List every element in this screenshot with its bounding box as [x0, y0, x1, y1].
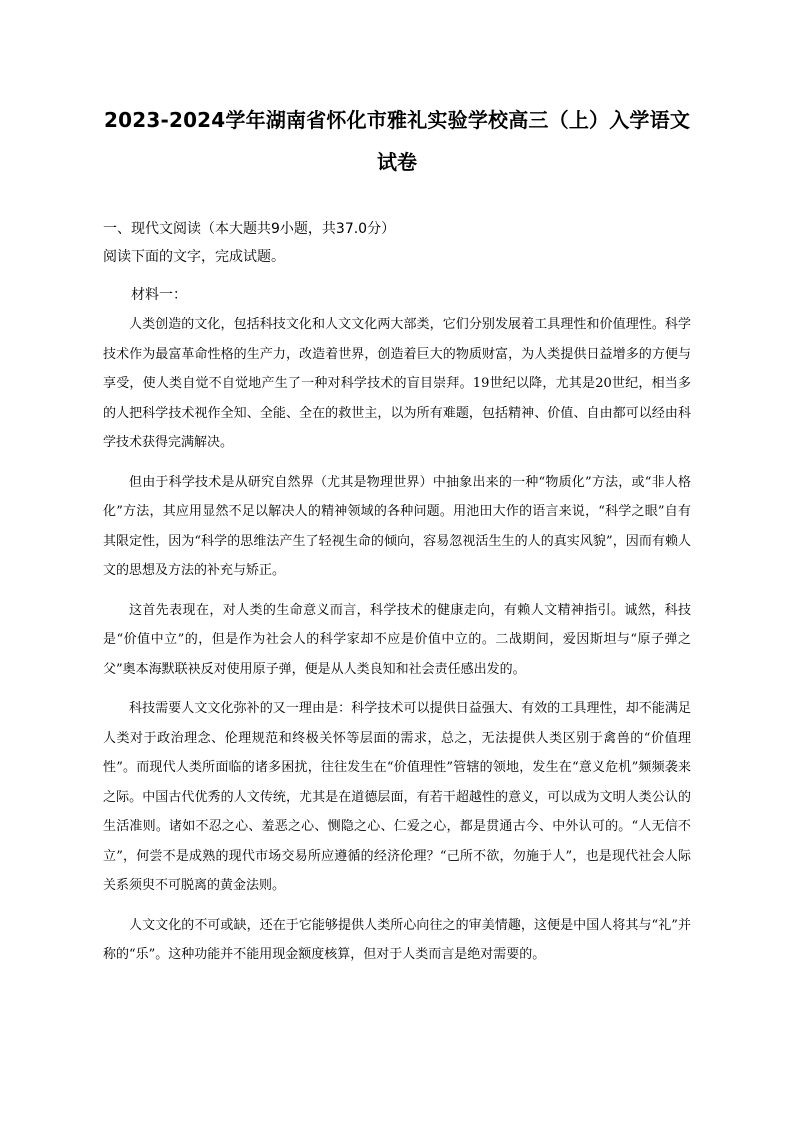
paragraph: 科技需要人文文化弥补的又一理由是：科学技术可以提供日益强大、有效的工具理性，却不能满足人类对于政治理念、伦理规范和终极关怀等层面的需求，总之，无法提供人类区别于禽兽的“价值理性”。而现代人类所面临的诸多困扰，往往发生在“价值理性”管辖的领地，发生在“意义危机”频频袭来之际。中国古代优秀的人文传统，尤其是在道德层面，有若干超越性的意义，可以成为文明人类公认的生活准则。诸如不忍之心、羞恶之心、恻隐之心、仁爱之心，都是贯通古今、中外认可的。“人无信不立”，何尝不是成熟的现代市场交易所应遵循的经济伦理？“己所不欲，勿施于人”，也是现代社会人际关系须臾不可脱离的黄金法则。 — [103, 701, 691, 893]
paragraph: 这首先表现在，对人类的生命意义而言，科学技术的健康走向，有赖人文精神指引。诚然，科技是“价值中立”的，但是作为社会人的科学家却不应是价值中立的。二战期间，爱因斯坦与“原子弹之父”奥本海默联袂反对使用原子弹，便是从人类良知和社会责任感出发的。 — [103, 602, 691, 677]
paragraph: 人类创造的文化，包括科技文化和人文文化两大部类，它们分别发展着工具理性和价值理性。科学技术作为最富革命性格的生产力，改造着世界，创造着巨大的物质财富，为人类提供日益增多的方便与享受，使人类自觉不自觉地产生了一种对科学技术的盲目崇拜。19世纪以降，尤其是20世纪，相当多的人把科学技术视作全知、全能、全在的救世主，以为所有难题，包括精神、价值、自由都可以经由科学技术获得完满解决。 — [103, 317, 691, 450]
document-title-line-2: 试卷 — [377, 150, 417, 174]
paragraph: 人文文化的不可或缺，还在于它能够提供人类所心向往之的审美情趣，这便是中国人将其与“礼”并称的“乐”。这种功能并不能用现金额度核算，但对于人类而言是绝对需要的。 — [103, 917, 691, 962]
material-label: 材料一： — [131, 287, 187, 303]
paragraph: 但由于科学技术是从研究自然界（尤其是物理世界）中抽象出来的一种“物质化”方法，或“非人格化”方法，其应用显然不足以解决人的精神领域的各种问题。用池田大作的语言来说，“科学之眼”自有其限定性，因为“科学的思维法产生了轻视生命的倾向，容易忽视活生生的人的真实风貌”，因而有赖人文的思想及方法的补充与矫正。 — [103, 474, 691, 578]
section-heading: 一、现代文阅读（本大题共9小题，共37.0分） — [103, 221, 396, 237]
reading-instruction: 阅读下面的文字，完成试题。 — [103, 249, 285, 265]
document-title-line-1: 2023-2024学年湖南省怀化市雅礼实验学校高三（上）入学语文 — [103, 108, 691, 132]
material-body — [103, 310, 691, 980]
